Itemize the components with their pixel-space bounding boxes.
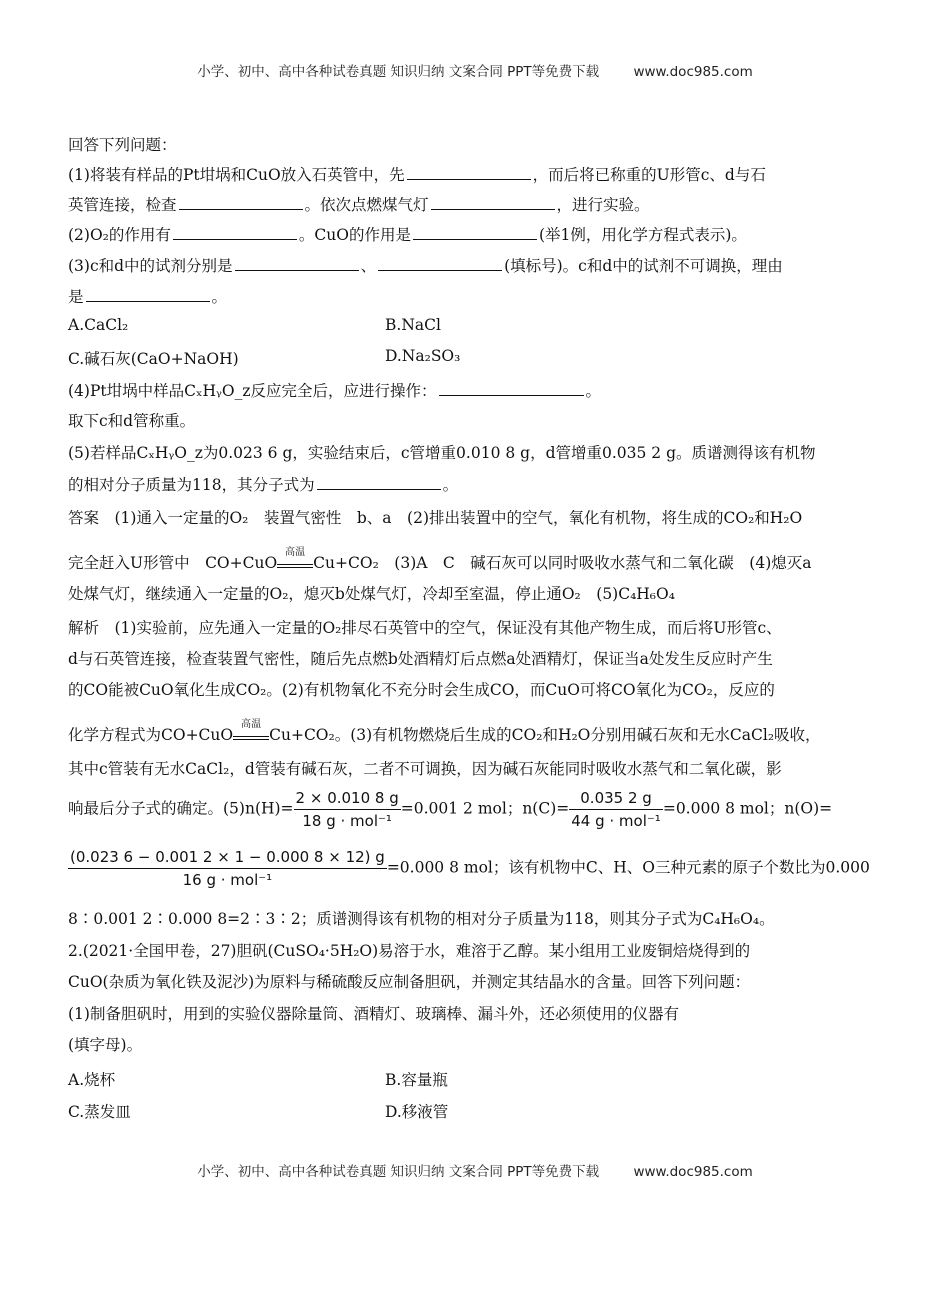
answer-line1: 答案 (1)通入一定量的O₂ 装置气密性 b、a (2)排出装置中的空气，氧化有机物，将生成的CO₂和H₂O (68, 509, 803, 527)
analysis-line2: d与石英管连接，检查装置气密性，随后先点燃b处酒精灯后点燃a处酒精灯，保证当a处发生反应时产生 (68, 650, 773, 668)
q2-option-b: B.容量瓶 (385, 1071, 448, 1089)
analysis-line1: 解析 (1)实验前，应先通入一定量的O₂排尽石英管中的空气，保证没有其他产物生成，而后将U形管c、 (68, 619, 782, 637)
analysis-line7: $\frac{(0.023 6 - 0.001 2 \times 1 - 0.000 8 \times 12) g}{\text{16 g · mol⁻¹}}$ =0.000 8 mol；该有机物中C、H、O三种元素的原子个数比为0.000 (70, 848, 870, 889)
q1-option-a: A.CaCl₂ (68, 316, 129, 334)
answer-line3: 处煤气灯，继续通入一定量的O₂，熄灭b处煤气灯，冷却至室温，停止通O₂ (5)C₄H₆O₄ (68, 585, 675, 603)
analysis-line3: 的CO能被CuO氧化生成CO₂。(2)有机物氧化不充分时会生成CO，而CuO可将CO氧化为CO₂，反应的 (68, 681, 775, 699)
q2-line2: CuO(杂质为氧化铁及泥沙)为原料与稀硫酸反应制备胆矾，并测定其结晶水的含量。回答下列问题： (68, 973, 751, 991)
q1-intro: 回答下列问题： (68, 136, 177, 154)
footer-url[interactable]: www.doc985.com (633, 1164, 753, 1180)
answer-blank[interactable] (179, 193, 303, 210)
answer-blank[interactable] (431, 193, 555, 210)
q1-part4: (4)Pt坩埚中样品CₓHᵧO_z反应完全后，应进行操作： 。 (68, 379, 601, 402)
q1-part1-line1: (1)将装有样品的Pt坩埚和CuO放入石英管中，先 ，而后将已称重的U形管c、d与石 (68, 163, 766, 186)
page-footer (0, 1160, 950, 1180)
header-url[interactable]: www.doc985.com (633, 64, 753, 80)
q1-part4-note: 取下c和d管称重。 (68, 412, 196, 430)
answer-blank[interactable] (413, 223, 537, 240)
footer-text: 小学、初中、高中各种试卷真题 知识归纳 文案合同 PPT等免费下载 (197, 1164, 600, 1180)
fraction-n-c: $\frac{0.035 2 g}{\text{44 g · mol⁻¹}}$ (571, 789, 661, 830)
q1-option-b: B.NaCl (385, 316, 441, 334)
q1-part2: (2)O₂的作用有 。CuO的作用是 (举1例，用化学方程式表示)。 (68, 223, 747, 246)
answer-blank[interactable] (235, 254, 359, 271)
reaction-condition: 高温 (233, 728, 269, 740)
answer-blank[interactable] (317, 473, 441, 490)
q2-line3: (1)制备胆矾时，用到的实验仪器除量筒、酒精灯、玻璃棒、漏斗外，还必须使用的仪器有 (68, 1005, 679, 1023)
answer-blank[interactable] (407, 163, 531, 180)
page-header (0, 60, 950, 80)
analysis-line5: 其中c管装有无水CaCl₂，d管装有碱石灰，二者不可调换，因为碱石灰能同时吸收水蒸气和二氧化碳，影 (68, 760, 782, 778)
fraction-n-o: $\frac{(0.023 6 - 0.001 2 \times 1 - 0.000 8 \times 12) g}{\text{16 g · mol⁻¹}}$ (70, 848, 385, 889)
q1-option-d: D.Na₂SO₃ (385, 347, 461, 365)
q1-part5-line2: 的相对分子质量为118，其分子式为 。 (68, 473, 458, 496)
q2-option-d: D.移液管 (385, 1103, 449, 1121)
header-text: 小学、初中、高中各种试卷真题 知识归纳 文案合同 PPT等免费下载 (197, 64, 600, 80)
analysis-line8: 8∶0.001 2∶0.000 8=2∶3∶2；质谱测得该有机物的相对分子质量为118，则其分子式为C₄H₆O₄。 (68, 910, 775, 928)
q2-line1: 2.(2021·全国甲卷，27)胆矾(CuSO₄·5H₂O)易溶于水，难溶于乙醇。某小组用工业废铜焙烧得到的 (68, 942, 751, 960)
analysis-line6: 响最后分子式的确定。(5)n(H)= $\frac{2 \times 0.010 8 g}{\text{18 g · mol⁻¹}}$ =0.001 2 mol；n(C)= $\frac{0.035 2 g}{\text{44 g · mol⁻¹}}$ =0.000 8 mol；n(O)= (68, 789, 833, 830)
answer-blank[interactable] (173, 223, 297, 240)
q1-part1-line2: 英管连接，检查 。依次点燃煤气灯 ，进行实验。 (68, 193, 650, 216)
analysis-line4: 化学方程式为CO+CuO 高温 Cu+CO₂。(3)有机物燃烧后生成的CO₂和H₂O分别用碱石灰和无水CaCl₂吸收， (68, 719, 821, 744)
answer-blank[interactable] (378, 254, 502, 271)
q1-part5-line1: (5)若样品CₓHᵧO_z为0.023 6 g，实验结束后，c管增重0.010 8 g，d管增重0.035 2 g。质谱测得该有机物 (68, 444, 816, 462)
q2-option-c: C.蒸发皿 (68, 1103, 131, 1121)
q2-line4: (填字母)。 (68, 1036, 143, 1054)
reaction-condition: 高温 (277, 556, 313, 568)
q1-option-c: C.碱石灰(CaO+NaOH) (68, 350, 239, 368)
answer-line2: 完全赶入U形管中 CO+CuO 高温 Cu+CO₂ (3)A C 碱石灰可以同时吸收水蒸气和二氧化碳 (4)熄灭a (68, 547, 812, 572)
answer-blank[interactable] (86, 285, 210, 302)
q1-part3-line2: 是 。 (68, 285, 227, 308)
q2-option-a: A.烧杯 (68, 1071, 116, 1089)
answer-blank[interactable] (439, 379, 584, 396)
fraction-n-h: $\frac{2 \times 0.010 8 g}{\text{18 g · mol⁻¹}}$ (295, 789, 399, 830)
q1-part3-line1: (3)c和d中的试剂分别是 、 (填标号)。c和d中的试剂不可调换，理由 (68, 254, 783, 277)
